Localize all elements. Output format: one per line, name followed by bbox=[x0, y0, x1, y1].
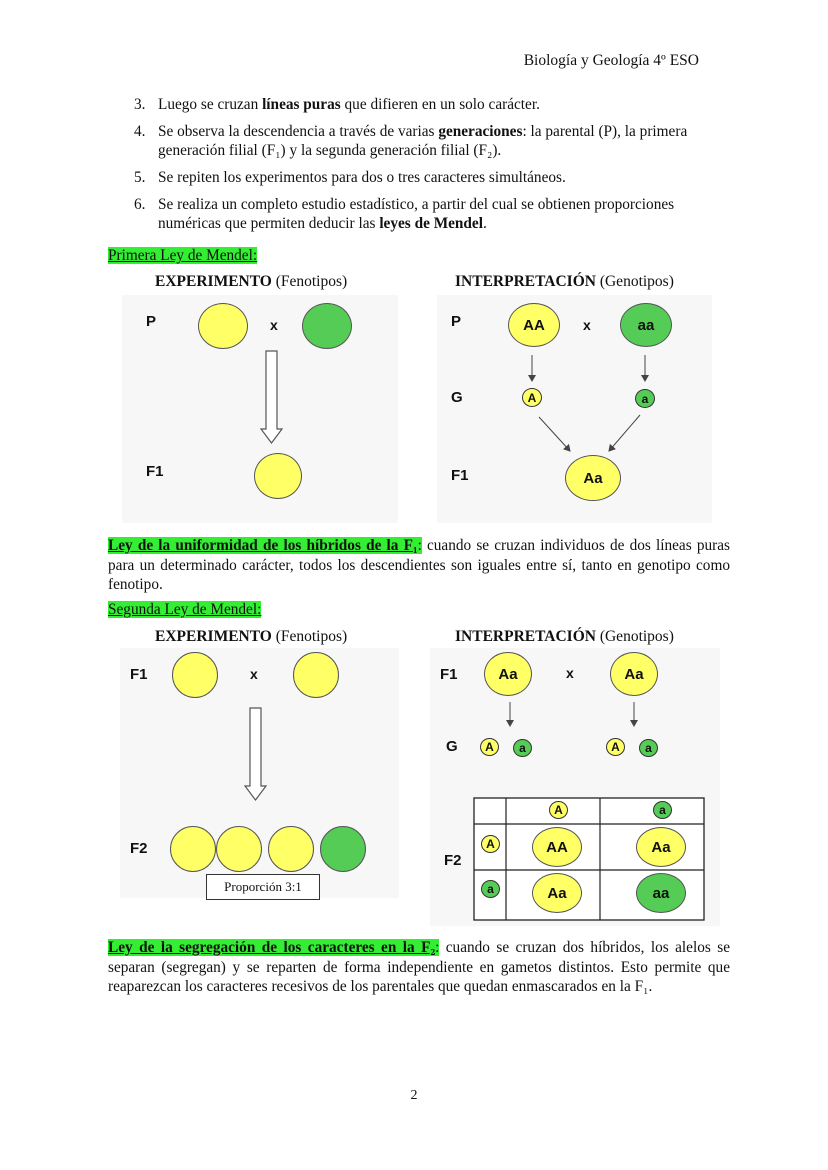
step-number: 6. bbox=[134, 196, 146, 213]
punnett-cell-Aa: Aa bbox=[532, 873, 582, 913]
punnett-cell-Aa: Aa bbox=[636, 827, 686, 867]
step-text: Se realiza un completo estudio estadístico, a partir del cual se obtienen proporciones numéricas que permiten deducir las bbox=[158, 196, 675, 232]
f2-yellow-circle bbox=[216, 826, 262, 872]
step-number: 3. bbox=[134, 96, 146, 113]
label-f2: F2 bbox=[130, 840, 148, 857]
offspring-yellow-circle bbox=[254, 453, 302, 499]
gamete-dominant: A bbox=[606, 738, 625, 756]
page-number: 2 bbox=[410, 1088, 418, 1103]
down-arrow-icon bbox=[244, 706, 268, 802]
experiment-caption: EXPERIMENTO (Fenotipos) bbox=[155, 273, 348, 290]
step-number: 5. bbox=[134, 169, 146, 186]
list-item bbox=[108, 122, 730, 160]
punnett-header-recessive: a bbox=[653, 801, 672, 819]
step-bold: leyes de Mendel bbox=[379, 215, 483, 232]
label-f1: F1 bbox=[451, 467, 469, 484]
steps-list bbox=[108, 95, 730, 241]
ratio-box: Proporción 3:1 bbox=[206, 874, 320, 900]
second-law-paragraph: Ley de la segregación de los caracteres en la F₂: cuando se cruzan dos híbridos, los alelos se separan (segregan) y se reparten de forma independiente en gametos distintos. Esto permite que reaparezcan los caracteres recesivos de los parentales que quedan enmascarados en la F₁. bbox=[108, 939, 730, 995]
genotype-heterozygous: Aa bbox=[610, 652, 658, 696]
label-p: P bbox=[451, 313, 462, 330]
down-arrow-icon bbox=[260, 349, 284, 445]
step-text: : la parental (P), la primera generación filial (F₁) y la segunda generación filial (F₂). bbox=[158, 123, 688, 159]
gamete-recessive: a bbox=[635, 389, 655, 408]
genotype-heterozygous: Aa bbox=[565, 455, 621, 501]
label-f1: F1 bbox=[130, 666, 148, 683]
f2-yellow-circle bbox=[170, 826, 216, 872]
gamete-dominant: A bbox=[480, 738, 499, 756]
document-header: Biología y Geología 4º ESO bbox=[523, 52, 699, 69]
step-text: Se observa la descendencia a través de varias bbox=[158, 123, 439, 140]
list-item bbox=[108, 168, 730, 187]
gamete-recessive: a bbox=[513, 739, 532, 757]
punnett-row-recessive: a bbox=[481, 880, 500, 898]
cross-symbol: x bbox=[250, 666, 258, 682]
label-g: G bbox=[446, 738, 458, 755]
punnett-header-dominant: A bbox=[549, 801, 568, 819]
gamete-dominant: A bbox=[522, 388, 542, 407]
cross-symbol: x bbox=[583, 317, 591, 333]
step-text: Luego se cruzan bbox=[158, 96, 263, 113]
label-f1: F1 bbox=[146, 463, 164, 480]
genotype-aa-recessive: aa bbox=[620, 303, 672, 347]
interpretation-caption: INTERPRETACIÓN (Genotipos) bbox=[455, 628, 674, 645]
step-bold: líneas puras bbox=[262, 96, 341, 113]
interpretation-panel-1 bbox=[437, 295, 712, 523]
step-number: 4. bbox=[134, 123, 146, 140]
step-bold: generaciones bbox=[438, 123, 523, 140]
punnett-cell-AA: AA bbox=[532, 827, 582, 867]
first-law-title: Primera Ley de Mendel: bbox=[108, 247, 258, 264]
parent-green-circle bbox=[302, 303, 352, 349]
first-law-paragraph: Ley de la uniformidad de los híbridos de la F₁: cuando se cruzan individuos de dos líneas puras para un determinado carácter, todos los descendientes son iguales entre sí, tanto en genotipo como fenotipo. bbox=[108, 537, 730, 593]
punnett-cell-aa: aa bbox=[636, 873, 686, 913]
label-f2: F2 bbox=[444, 852, 462, 869]
f2-green-circle bbox=[320, 826, 366, 872]
f1-yellow-circle bbox=[293, 652, 339, 698]
label-g: G bbox=[451, 389, 463, 406]
step-text: Se repiten los experimentos para dos o tres caracteres simultáneos. bbox=[158, 169, 566, 186]
punnett-row-dominant: A bbox=[481, 835, 500, 853]
step-text: . bbox=[482, 215, 487, 232]
genotype-aa-dominant: AA bbox=[508, 303, 560, 347]
list-item bbox=[108, 195, 730, 233]
second-law-title: Segunda Ley de Mendel: bbox=[108, 601, 262, 618]
interpretation-caption: INTERPRETACIÓN (Genotipos) bbox=[455, 273, 674, 290]
step-text: que difieren en un solo carácter. bbox=[340, 96, 540, 113]
gamete-recessive: a bbox=[639, 739, 658, 757]
label-p: P bbox=[146, 313, 157, 330]
genotype-heterozygous: Aa bbox=[484, 652, 532, 696]
parent-yellow-circle bbox=[198, 303, 248, 349]
experiment-caption: EXPERIMENTO (Fenotipos) bbox=[155, 628, 348, 645]
cross-symbol: x bbox=[566, 665, 574, 681]
f1-yellow-circle bbox=[172, 652, 218, 698]
experiment-panel-1 bbox=[122, 295, 398, 523]
label-f1: F1 bbox=[440, 666, 458, 683]
interpretation-panel-2 bbox=[430, 648, 720, 926]
f2-yellow-circle bbox=[268, 826, 314, 872]
cross-symbol: x bbox=[270, 317, 278, 333]
list-item bbox=[108, 95, 730, 114]
experiment-panel-2 bbox=[120, 648, 399, 898]
